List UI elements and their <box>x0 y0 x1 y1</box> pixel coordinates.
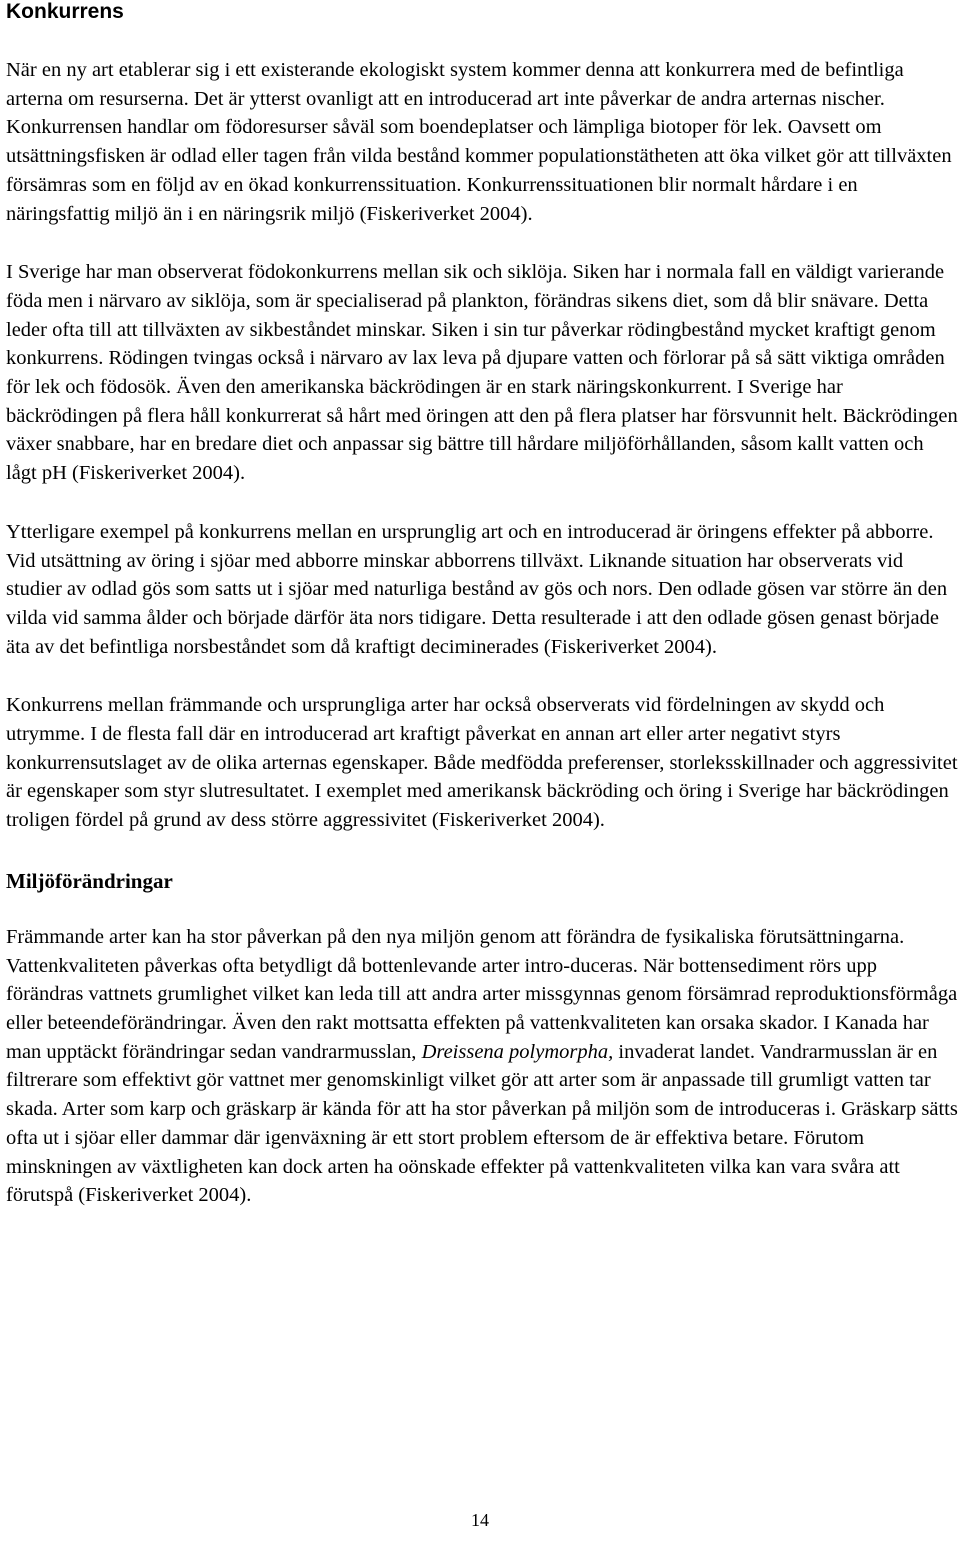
species-name-italic: Dreissena polymorpha, <box>421 1040 614 1063</box>
section-heading-konkurrens: Konkurrens <box>6 0 124 23</box>
paragraph-konkurrens-2: I Sverige har man observerat födokonkurrens mellan sik och siklöja. Siken har i normala fall en väldigt varierande föda men i närvaro av siklöja, som är specialiserad på plankton, förändras sikens diet, som då blir snävare. Detta leder ofta till att tillväxten av sikbeståndet minskar. Siken i sin tur påverkar rödingbestånd mycket kraftigt genom konkurrens. Rödingen tvingas också i närvaro av lax leva på djupare vatten och förlorar på så sätt viktiga områden för lek och födosök. Även den amerikanska bäckrödingen är en stark näringskonkurrent. I Sverige har bäckrödingen på flera håll konkurrerat så hårt med öringen att den på flera platser har försvunnit helt. Bäckrödingen växer snabbare, har en bredare diet och anpassar sig bättre till hårdare miljöförhållanden, såsom kallt vatten och lågt pH (Fiskeriverket 2004). <box>6 261 958 485</box>
paragraph-miljoforandringar <box>6 923 958 1210</box>
paragraph-konkurrens-4: Konkurrens mellan främmande och ursprungliga arter har också observerats vid fördelningen av skydd och utrymme. I de flesta fall där en introducerad art kraftigt påverkat en annan art eller arter negativt styrs konkurrensutslaget av de olika arternas egenskaper. Både medfödda preferenser, storleksskillnader och aggressivitet är egenskaper som styr slutresultatet. I exemplet med amerikansk bäckröding och öring i Sverige har bäckrödingen troligen fördel på grund av dess större aggressivitet (Fiskeriverket 2004). <box>6 694 958 832</box>
paragraph-text-before-italic: Främmande arter kan ha stor påverkan på den nya miljön genom att förändra de fysikaliska förutsättningarna. Vattenkvaliteten påverkas ofta betydligt då bottenlevande arter intro-duceras. När bottensediment rörs upp förändras vattnets grumlighet vilket kan leda till att andra arter missgynnas genom försämrad reproduktionsförmåga eller beteendeförändringar. Även den rakt mottsatta effekten på vattenkvaliteten kan orsaka skador. I Kanada har man upptäckt förändringar sedan vandrarmusslan, <box>6 925 958 1063</box>
paragraph-konkurrens-3: Ytterligare exempel på konkurrens mellan en ursprunglig art och en introducerad är öringens effekter på abborre. Vid utsättning av öring i sjöar med abborre minskar abborrens tillväxt. Liknande situation har observerats vid studier av odlad gös som satts ut i sjöar med naturliga bestånd av gös och nors. Den odlade gösen var större än den vilda vid samma ålder och började därför äta nors tidigare. Detta resulterade i att den odlade gösen genast började äta av det befintliga norsbeståndet som då kraftigt deciminerades (Fiskeriverket 2004). <box>6 520 948 658</box>
paragraph-konkurrens-1: När en ny art etablerar sig i ett existerande ekologiskt system kommer denna att konkurrera med de befintliga arterna om resurserna. Det är ytterst ovanligt att en introducerad art inte påverkar de andra arternas nischer. Konkurrensen handlar om födoresurser såväl som boendeplatser och lämpliga biotoper för lek. Oavsett om utsättningsfisken är odlad eller tagen från vilda bestånd kommer populationstätheten att öka vilket gör att tillväxten försämras som en följd av en ökad konkurrenssituation. Konkurrenssituationen blir normalt hårdare i en näringsfattig miljö än i en näringsrik miljö (Fiskeriverket 2004). <box>6 59 952 225</box>
paragraph-text-after-italic: invaderat landet. Vandrarmusslan är en filtrerare som effektivt gör vattnet mer genomskinligt vilket gör att arter som är anpassade till grumligt vatten tar skada. Arter som karp och gräskarp är kända för att ha stor påverkan på miljön som de introduceras i. Gräskarp sätts ofta ut i sjöar eller dammar där igenväxning är ett stort problem eftersom de är effektiva betare. Förutom minskningen av växtligheten kan dock arten ha oönskade effekter på vattenkvaliteten vilka kan vara svåra att förutspå (Fiskeriverket 2004). <box>6 1040 958 1207</box>
page-number: 14 <box>471 1510 489 1530</box>
section-heading-miljoforandringar: Miljöförändringar <box>6 868 173 893</box>
document-page <box>6 0 958 1210</box>
